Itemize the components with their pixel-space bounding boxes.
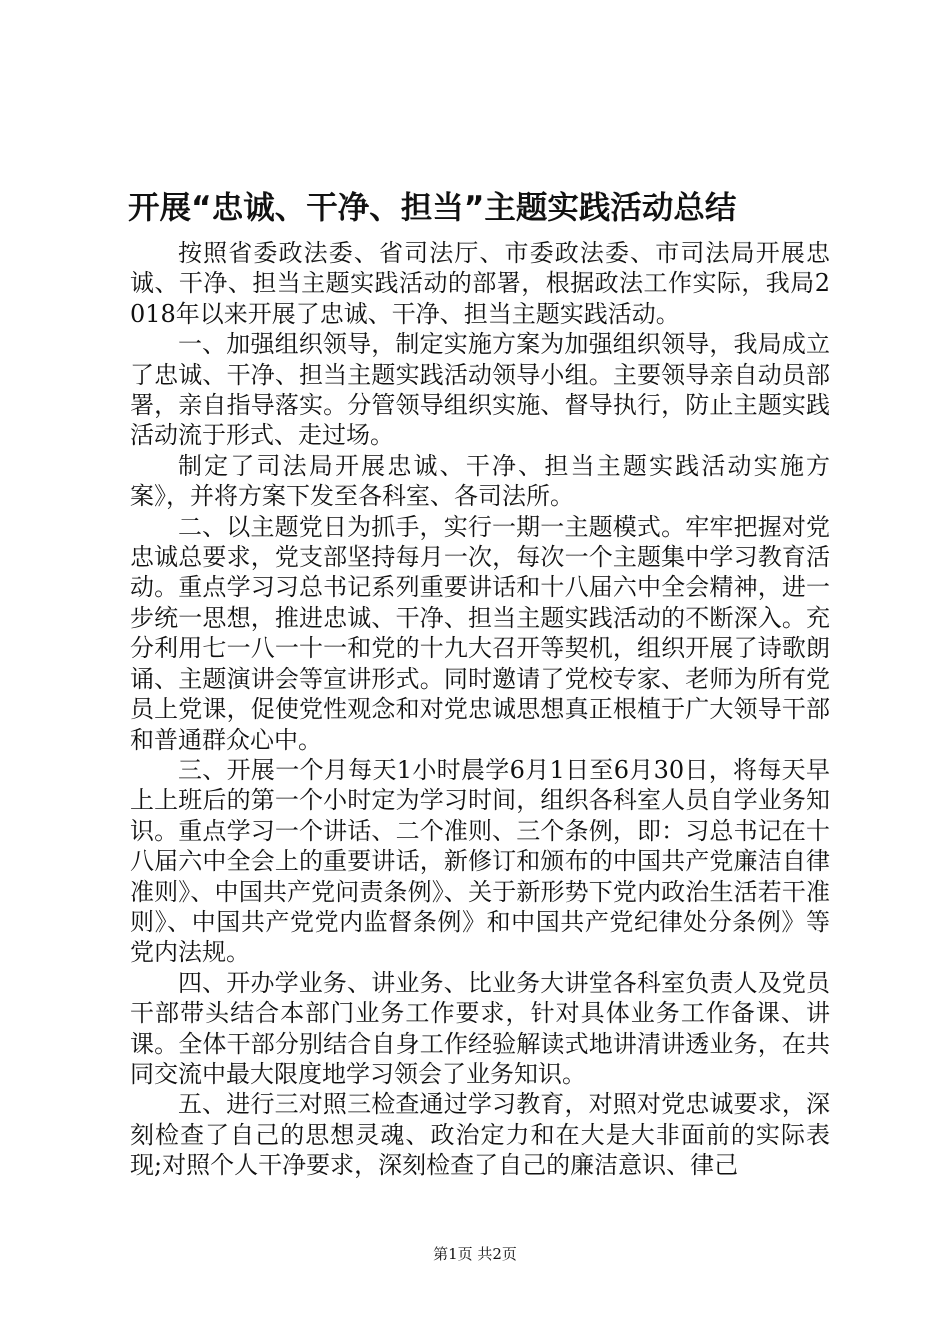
paragraph-section-4: 四、开办学业务、讲业务、比业务大讲堂各科室负责人及党员干部带头结合本部门业务工作要求，针对具体业务工作备课、讲课。全体干部分别结合自身工作经验解读式地讲清讲透业务，在共同交流中最大限度地学习领会了业务知识。: [130, 968, 830, 1088]
paragraph-section-2: 二、以主题党日为抓手，实行一期一主题模式。牢牢把握对党忠诚总要求，党支部坚持每月一次，每次一个主题集中学习教育活动。重点学习习总书记系列重要讲话和十八届六中全会精神，进一步统一思想，推进忠诚、干净、担当主题实践活动的不断深入。充分利用七一八一十一和党的十九大召开等契机，组织开展了诗歌朗诵、主题演讲会等宣讲形式。同时邀请了党校专家、老师为所有党员上党课，促使党性观念和对党忠诚思想真正根植于广大领导干部和普通群众心中。: [130, 512, 830, 754]
paragraph-implementation-plan: 制定了司法局开展忠诚、干净、担当主题实践活动实施方案》，并将方案下发至各科室、各司法所。: [130, 451, 830, 511]
paragraph-section-3: 三、开展一个月每天1小时晨学6月1日至6月30日，将每天早上上班后的第一个小时定为学习时间，组织各科室人员自学业务知识。重点学习一个讲话、二个准则、三个条例，即：习总书记在十八届六中全会上的重要讲话，新修订和颁布的中国共产党廉洁自律准则》、中国共产党问责条例》、关于新形势下党内政治生活若干准则》、中国共产党党内监督条例》和中国共产党纪律处分条例》等党内法规。: [130, 755, 830, 967]
document-body: [130, 238, 830, 1181]
paragraph-intro: 按照省委政法委、省司法厅、市委政法委、市司法局开展忠诚、干净、担当主题实践活动的部署，根据政法工作实际，我局2018年以来开展了忠诚、干净、担当主题实践活动。: [130, 239, 830, 328]
paragraph-section-1: 一、加强组织领导，制定实施方案为加强组织领导，我局成立了忠诚、干净、担当主题实践活动领导小组。主要领导亲自动员部署，亲自指导落实。分管领导组织实施、督导执行，防止主题实践活动流于形式、走过场。: [130, 330, 830, 450]
paragraph-section-5: 五、进行三对照三检查通过学习教育，对照对党忠诚要求，深刻检查了自己的思想灵魂、政治定力和在大是大非面前的实际表现;对照个人干净要求，深刻检查了自己的廉洁意识、律己: [130, 1090, 830, 1180]
page-number-footer: 第1页 共2页: [433, 1245, 517, 1263]
document-title: 开展“忠诚、干净、担当”主题实践活动总结: [128, 190, 737, 226]
